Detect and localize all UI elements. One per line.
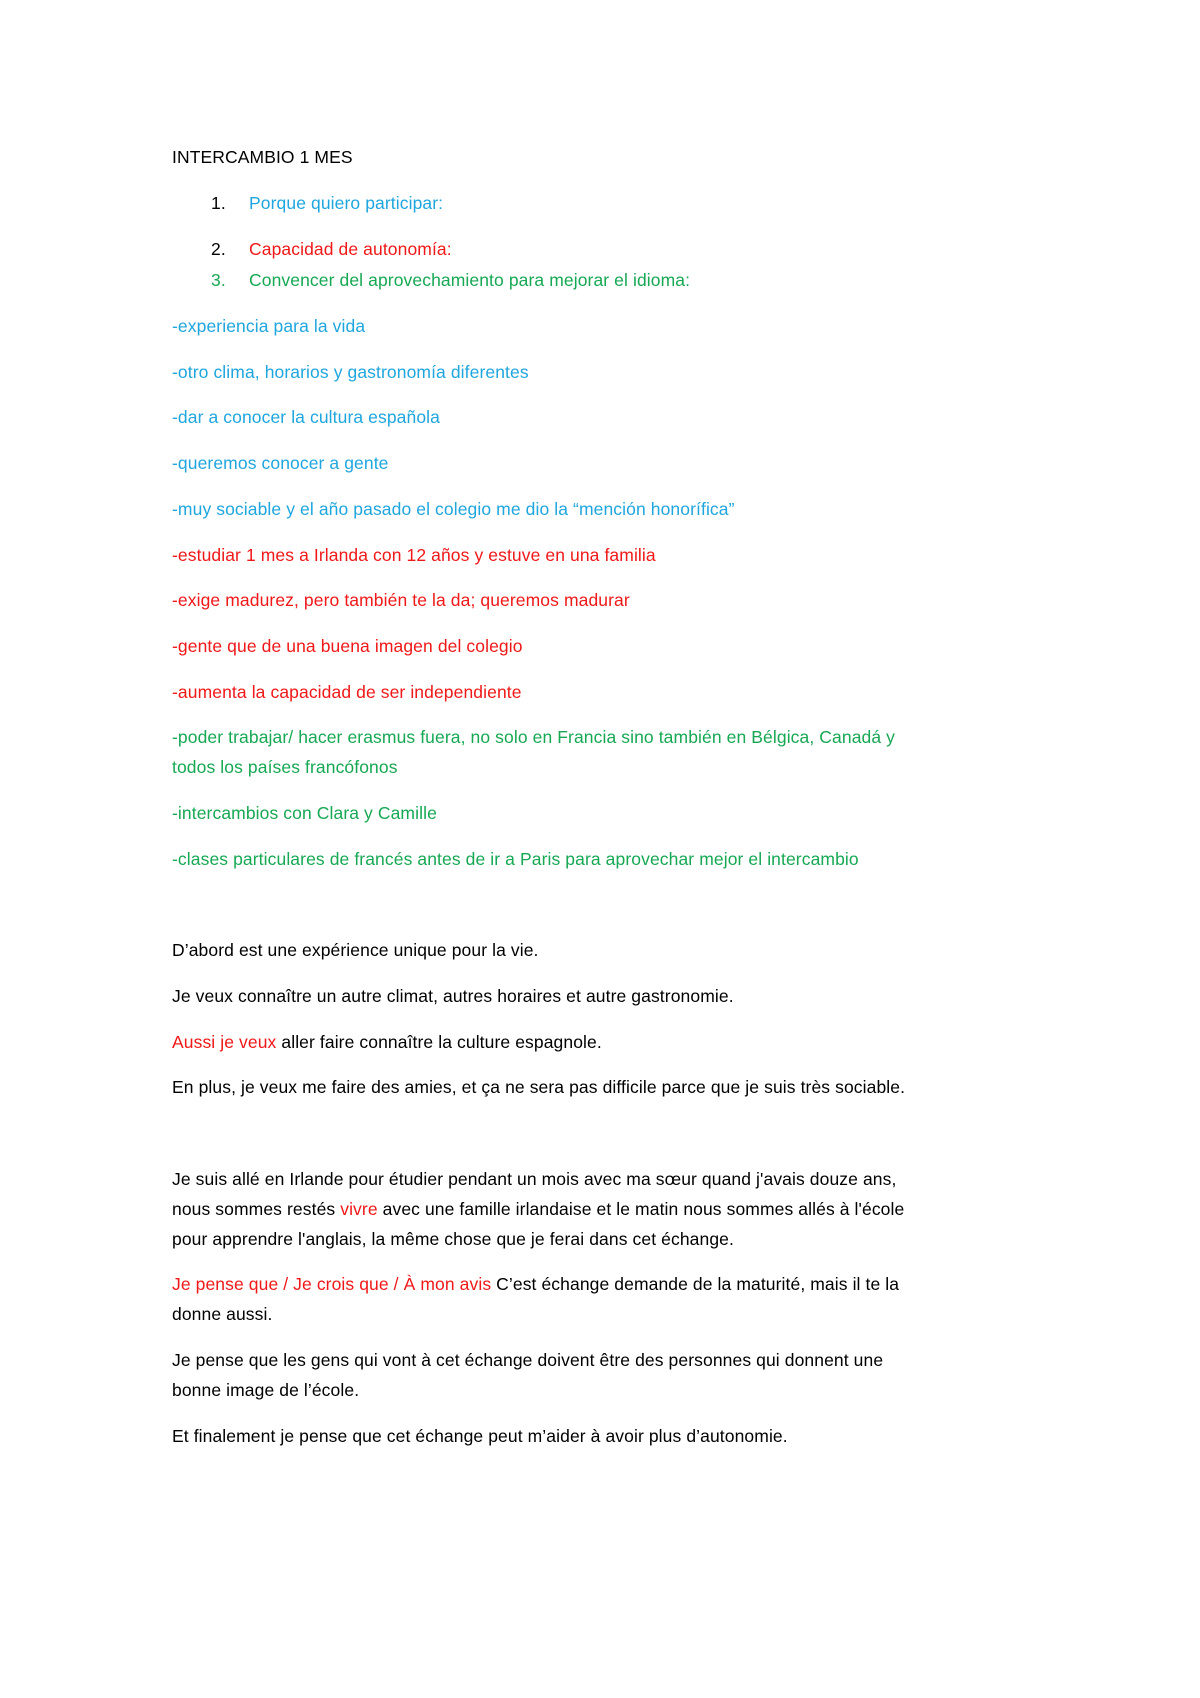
bullet-line: -muy sociable y el año pasado el colegio me dio la “mención honorífica”: [172, 499, 735, 519]
highlighted-word: vivre: [340, 1199, 378, 1219]
paragraph-line: donne aussi.: [172, 1304, 273, 1324]
bullet-line: todos los países francófonos: [172, 757, 398, 777]
paragraph-text: C’est échange demande de la maturité, mais il te la: [491, 1274, 900, 1294]
paragraph-line: D’abord est une expérience unique pour la vie.: [172, 940, 539, 960]
bullet-line: -aumenta la capacidad de ser independiente: [172, 682, 522, 702]
list-item-3: [211, 265, 690, 295]
document-title: INTERCAMBIO 1 MES: [172, 147, 353, 167]
paragraph-text: nous sommes restés: [172, 1199, 341, 1219]
paragraph-text: avec une famille irlandaise et le matin nous sommes allés à l'école: [377, 1199, 905, 1219]
paragraph-line: bonne image de l’école.: [172, 1380, 360, 1400]
highlighted-phrase: Aussi je veux: [172, 1032, 277, 1052]
paragraph-line: Et finalement je pense que cet échange peut m’aider à avoir plus d’autonomie.: [172, 1426, 788, 1446]
list-item-text: Porque quiero participar:: [249, 193, 444, 213]
list-item-2: [211, 234, 452, 264]
paragraph-line: Je pense que les gens qui vont à cet échange doivent être des personnes qui donnent une: [172, 1350, 884, 1370]
bullet-line: -estudiar 1 mes a Irlanda con 12 años y estuve en una familia: [172, 545, 656, 565]
list-number: 2.: [211, 239, 226, 259]
paragraph-line: pour apprendre l'anglais, la même chose que je ferai dans cet échange.: [172, 1229, 734, 1249]
bullet-line: -clases particulares de francés antes de ir a Paris para aprovechar mejor el intercambio: [172, 849, 859, 869]
list-item-1: [211, 188, 443, 218]
bullet-line: -exige madurez, pero también te la da; queremos madurar: [172, 590, 630, 610]
list-item-text: Capacidad de autonomía:: [249, 239, 452, 259]
bullet-line: -otro clima, horarios y gastronomía diferentes: [172, 362, 529, 382]
bullet-line: -dar a conocer la cultura española: [172, 407, 441, 427]
list-number: 1.: [211, 193, 226, 213]
list-number: 3.: [211, 270, 226, 290]
bullet-line: -gente que de una buena imagen del colegio: [172, 636, 523, 656]
bullet-line: -experiencia para la vida: [172, 316, 366, 336]
paragraph-text: aller faire connaître la culture espagnole.: [276, 1032, 602, 1052]
bullet-line: -poder trabajar/ hacer erasmus fuera, no solo en Francia sino también en Bélgica, Canadá y: [172, 727, 896, 747]
bullet-line: -queremos conocer a gente: [172, 453, 389, 473]
list-item-text: Convencer del aprovechamiento para mejorar el idioma:: [249, 270, 691, 290]
paragraph-line: En plus, je veux me faire des amies, et ça ne sera pas difficile parce que je suis très sociable.: [172, 1077, 906, 1097]
paragraph-line: [172, 1194, 904, 1224]
paragraph-line: [172, 1269, 899, 1299]
highlighted-phrase: Je pense que / Je crois que / À mon avis: [172, 1274, 492, 1294]
bullet-line: -intercambios con Clara y Camille: [172, 803, 437, 823]
paragraph-line: Je veux connaître un autre climat, autres horaires et autre gastronomie.: [172, 986, 734, 1006]
paragraph-line: [172, 1027, 602, 1057]
paragraph-line: Je suis allé en Irlande pour étudier pendant un mois avec ma sœur quand j'avais douze ans,: [172, 1169, 897, 1189]
